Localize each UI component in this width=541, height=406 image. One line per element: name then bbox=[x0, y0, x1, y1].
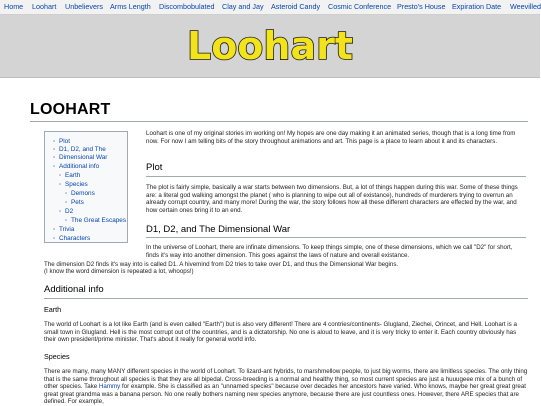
toc-item-plot[interactable]: ◦ Plot bbox=[59, 138, 70, 146]
toc-item-d1-d2[interactable]: ◦ D1, D2, and The bbox=[59, 146, 106, 154]
page-title: LOOHART bbox=[30, 101, 111, 118]
toc-item-great-escapes[interactable]: ◦ The Great Escapes bbox=[71, 217, 126, 225]
title-divider bbox=[30, 121, 528, 122]
nav-link-prestos-house[interactable]: Presto's House bbox=[397, 2, 446, 11]
plot-heading: Plot bbox=[146, 162, 163, 173]
toc-item-trivia[interactable]: ◦ Trivia bbox=[59, 226, 74, 234]
nav-link-discombobulated[interactable]: Discombobulated bbox=[159, 2, 215, 11]
species-heading: Species bbox=[44, 352, 70, 361]
plot-heading-rule bbox=[146, 176, 526, 177]
d1-d2-heading: D1, D2, and The Dimensional War bbox=[146, 224, 291, 235]
earth-paragraph: The world of Loohart is a lot like Earth (and is even called "Earth") but is also very different! There are 4 contries/continents- Glugland, Ziechei, Orincet, and Hell. Loohart is a small town in Glugland. Hell is the most corrupt out of the countries, and is a dictatorship. No one is aloud to leave, and it is very tricky to enter it. Each country obviously has their own president/prime minister. That's about it really for general world info. bbox=[44, 321, 517, 344]
earth-heading: Earth bbox=[44, 305, 62, 314]
d1-d2-paragraph-1: In the universe of Loohart, there are infinate dimensions. To keep things simple, one of these dimensions, which we call "D2" for short, finds it's way into another dimension. This goes against the laws of nature and overall existance. bbox=[146, 244, 513, 259]
d1-d2-heading-rule bbox=[146, 237, 526, 238]
toc-item-d1-d2-cont[interactable]: ◦ Dimensional War bbox=[59, 154, 107, 162]
nav-link-loohart[interactable]: Loohart bbox=[32, 2, 57, 11]
nav-link-arms-length[interactable]: Arms Length bbox=[110, 2, 151, 11]
nav-link-expiration-date[interactable]: Expiration Date bbox=[452, 2, 502, 11]
species-paragraph: There are many, many MANY different species in the world of Loohart. To lizard-ant hybrids, to marshmellow people, to just big worms, there are limitless species. The only thing that is the same throughout all species is that they are all bipedal. Cross-breeding is a normal and healthy thing, so most current species are just a huuugeee mix of a bunch of other species. Take Hammy for example. She is classified as an "unnamed species" because over decades her ancestors have varied. Who knows, maybe her great great great great great grandma was a banana person. No one really bothers naming new species anymore, because there are just countless ones. However, there ARE species that are defined. For example, bbox=[44, 368, 528, 406]
toc-item-species[interactable]: ◦ Species bbox=[65, 181, 88, 189]
toc-item-additional-info[interactable]: ◦ Additional info bbox=[59, 163, 99, 171]
hammy-link[interactable]: Hammy bbox=[98, 383, 121, 391]
nav-link-clay-and-jay[interactable]: Clay and Jay bbox=[222, 2, 264, 11]
plot-paragraph: The plot is fairly simple, basically a war starts between two dimensions. But, a lot of things happen during this war. Some of these things are: a literal god walking amongst the planet ( who is planning to wipe out all of existance), hundreds of murderers trying to overrun an already corrupt country, and many more! During the war, the story follows how all these different characters are effected by the war, and how certain ones bring it to an end. bbox=[146, 184, 518, 214]
nav-link-unbelievers[interactable]: Unbelievers bbox=[65, 2, 103, 11]
top-navigation-bar bbox=[0, 0, 540, 15]
loohart-logo bbox=[186, 21, 354, 69]
nav-link-asteroid-candy[interactable]: Asteroid Candy bbox=[271, 2, 321, 11]
nav-link-home[interactable]: Home bbox=[4, 2, 24, 11]
d1-d2-paragraph-2: The dimension D2 finds it's way into is called D1. A hivemind from D2 tries to take over D1, and thus the Dimensional War begins. bbox=[44, 261, 399, 268]
additional-info-rule bbox=[44, 298, 528, 299]
toc-item-characters[interactable]: ◦ Characters bbox=[59, 235, 90, 243]
nav-link-cosmic-conference[interactable]: Cosmic Conference bbox=[328, 2, 392, 11]
intro-paragraph: Loohart is one of my original stories im working on! My hopes are one day making it an animated series, though that is a long time from now. For now I am telling bits of the story throughout animations and art. This page is a place to learn about it and its characters. bbox=[146, 130, 516, 145]
table-of-contents bbox=[44, 131, 128, 243]
toc-item-demons[interactable]: ◦ Demons bbox=[71, 190, 95, 198]
additional-info-heading: Additional info bbox=[44, 284, 104, 295]
logo-text: Loohart bbox=[186, 24, 354, 68]
toc-item-d2[interactable]: ◦ D2 bbox=[65, 208, 73, 216]
d1-d2-paragraph-3: (I know the word dimension is repeated a lot, whoops!) bbox=[44, 268, 194, 275]
toc-item-earth[interactable]: ◦ Earth bbox=[65, 172, 80, 180]
site-banner bbox=[0, 15, 540, 78]
nav-link-weevilled[interactable]: Weevilled bbox=[510, 2, 541, 11]
toc-item-pets[interactable]: ◦ Pets bbox=[71, 199, 84, 207]
